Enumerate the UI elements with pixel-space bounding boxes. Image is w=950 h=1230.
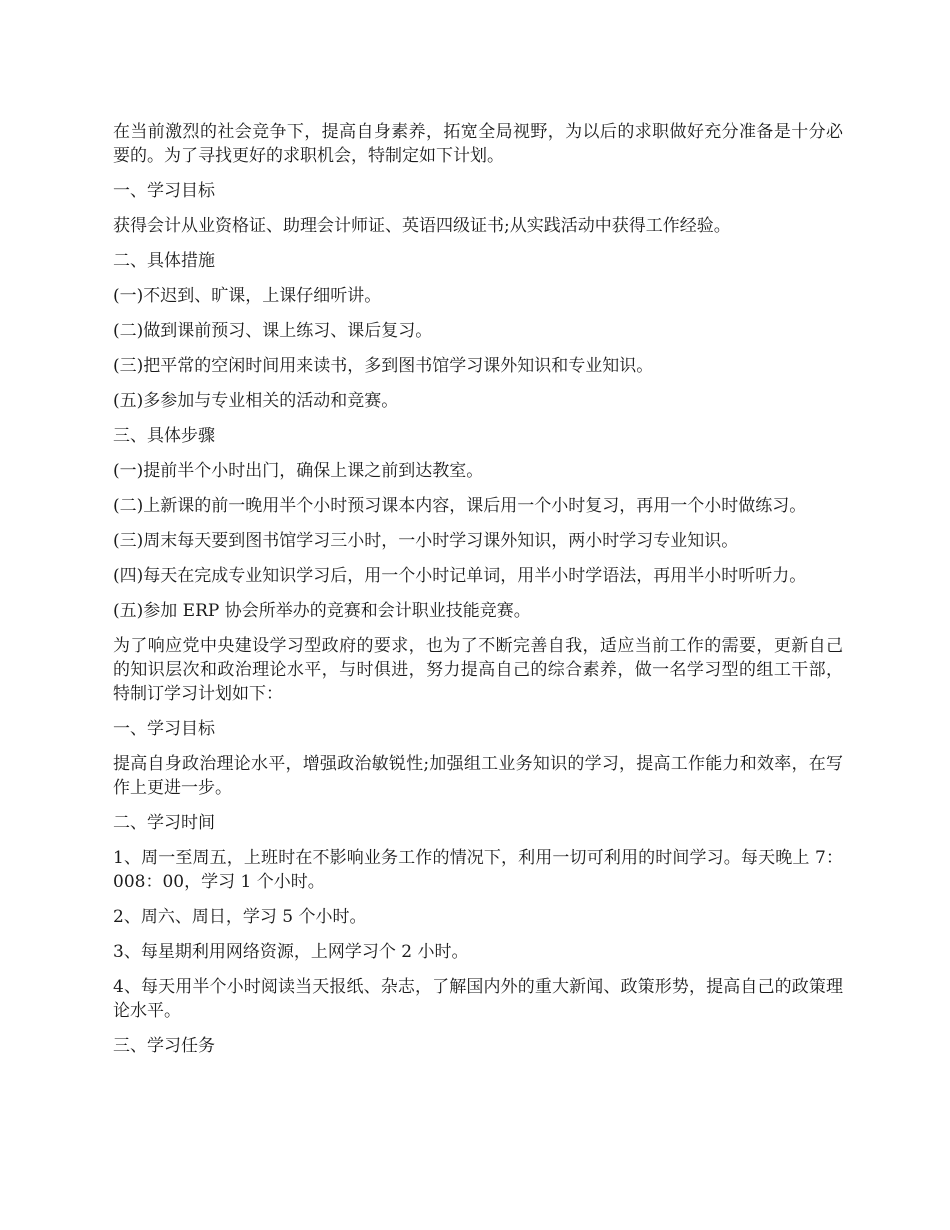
section-heading-steps: 三、具体步骤 xyxy=(113,426,215,446)
paragraph-goal-2: 提高自身政治理论水平，增强政治敏锐性;加强组工业务知识的学习，提高工作能力和效率，在写作上更进一步。 xyxy=(113,754,843,798)
section-heading-measures: 二、具体措施 xyxy=(113,251,215,271)
list-item: (五)参加 ERP 协会所举办的竞赛和会计职业技能竞赛。 xyxy=(113,601,531,621)
list-item: (五)多参加与专业相关的活动和竞赛。 xyxy=(113,391,399,411)
paragraph-goal: 获得会计从业资格证、助理会计师证、英语四级证书;从实践活动中获得工作经验。 xyxy=(113,216,731,236)
list-item: 1、周一至周五，上班时在不影响业务工作的情况下，利用一切可利用的时间学习。每天晚上 7：008：00，学习 1 个小时。 xyxy=(113,848,843,892)
list-item: (一)提前半个小时出门，确保上课之前到达教室。 xyxy=(113,461,484,481)
list-item: 4、每天用半个小时阅读当天报纸、杂志，了解国内外的重大新闻、政策形势，提高自己的政策理论水平。 xyxy=(113,977,843,1021)
list-item: (二)上新课的前一晚用半个小时预习课本内容，课后用一个小时复习，再用一个小时做练习。 xyxy=(113,496,807,516)
section-heading-learning-goal: 一、学习目标 xyxy=(113,181,215,201)
list-item: 2、周六、周日，学习 5 个小时。 xyxy=(113,907,367,927)
list-item: 3、每星期利用网络资源，上网学习个 2 小时。 xyxy=(113,942,469,962)
list-item: (三)周末每天要到图书馆学习三小时，一小时学习课外知识，两小时学习专业知识。 xyxy=(113,531,739,551)
list-item: (三)把平常的空闲时间用来读书，多到图书馆学习课外知识和专业知识。 xyxy=(113,356,654,376)
section-heading-learning-goal-2: 一、学习目标 xyxy=(113,719,215,739)
list-item: (一)不迟到、旷课，上课仔细听讲。 xyxy=(113,286,382,306)
paragraph-intro: 在当前激烈的社会竞争下，提高自身素养，拓宽全局视野，为以后的求职做好充分准备是十分必要的。为了寻找更好的求职机会，特制定如下计划。 xyxy=(113,122,843,166)
section-heading-learning-time: 二、学习时间 xyxy=(113,813,215,833)
list-item: (二)做到课前预习、课上练习、课后复习。 xyxy=(113,321,433,341)
document-body xyxy=(113,120,843,1069)
list-item: (四)每天在完成专业知识学习后，用一个小时记单词，用半小时学语法，再用半小时听听力。 xyxy=(113,566,807,586)
paragraph-second-plan-intro: 为了响应党中央建设学习型政府的要求，也为了不断完善自我，适应当前工作的需要，更新自己的知识层次和政治理论水平，与时俱进，努力提高自己的综合素养，做一名学习型的组工干部，特制订学习计划如下： xyxy=(113,636,843,704)
section-heading-learning-tasks: 三、学习任务 xyxy=(113,1036,215,1056)
